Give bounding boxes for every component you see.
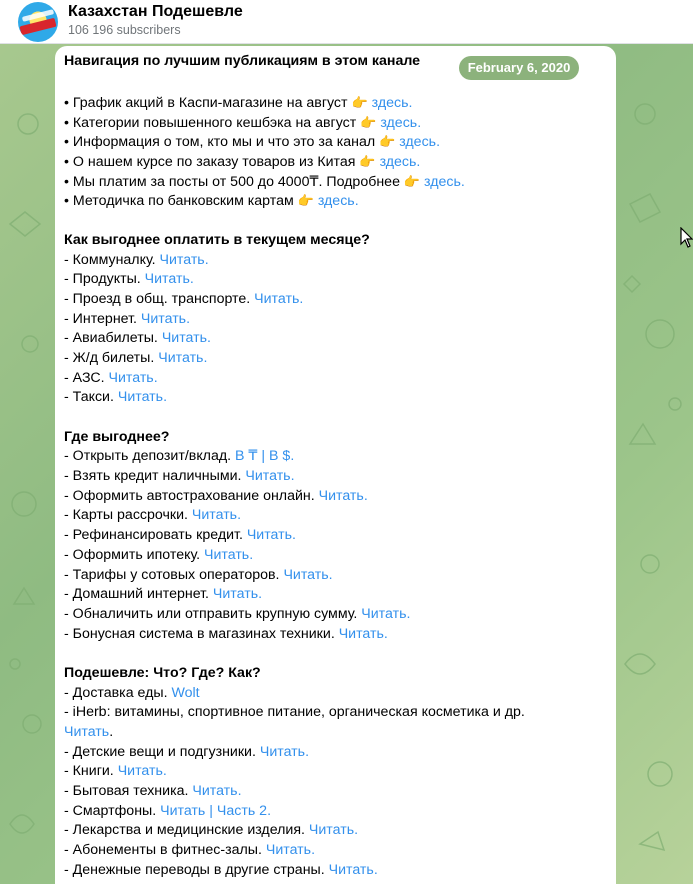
deposit-tenge-link[interactable]: В ₸ (235, 448, 258, 465)
list-item (64, 93, 607, 113)
item-tail: . (153, 369, 158, 386)
item-tail: . (436, 134, 441, 151)
here-link[interactable]: здесь (380, 114, 418, 131)
item-text: - Обналичить или отправить крупную сумму. (64, 605, 362, 622)
list-item (64, 349, 607, 369)
item-tail: . (258, 586, 263, 603)
read-link[interactable]: Читать (246, 527, 293, 544)
pointing-right-icon: 👉 (360, 114, 377, 130)
channel-header (0, 0, 693, 44)
channel-avatar[interactable] (18, 2, 58, 42)
list-item (64, 506, 607, 526)
item-tail: . (290, 468, 295, 485)
pointing-right-icon: 👉 (403, 173, 421, 189)
read-link[interactable]: Читать (308, 822, 355, 839)
list-item (64, 310, 607, 330)
item-tail: . (189, 271, 194, 288)
item-tail: . (363, 487, 368, 504)
item-tail: . (204, 251, 209, 268)
pointing-right-icon: 👉 (359, 154, 376, 170)
item-tail: . (406, 605, 411, 622)
message-title: Навигация по лучшим публикациям в этом канале (64, 53, 421, 69)
item-text: - Карты рассрочки. (64, 507, 192, 524)
list-item (64, 369, 607, 389)
item-tail: . (299, 290, 304, 307)
list-item (64, 487, 607, 507)
read-link[interactable]: Читать (318, 487, 364, 504)
item-tail: . (249, 546, 254, 563)
list-item (64, 821, 607, 841)
here-link[interactable]: здесь (317, 193, 355, 210)
item-text: - Авиабилеты. (64, 330, 162, 347)
item-text: • График акций в Каспи-магазине на август (64, 95, 352, 111)
list-item (64, 762, 607, 782)
list-item (64, 251, 607, 271)
item-tail: . (408, 95, 413, 111)
item-tail: . (328, 566, 333, 583)
read-link[interactable]: Читать (204, 546, 250, 563)
list-item (64, 113, 607, 133)
pointing-right-icon: 👉 (351, 95, 368, 110)
date-badge: February 6, 2020 (459, 56, 579, 80)
deposit-dollar-link[interactable]: В $ (269, 448, 291, 465)
channel-title[interactable]: Казахстан Подешевле (68, 3, 243, 20)
item-text: • Методичка по банковским картам (64, 193, 298, 210)
item-tail: . (237, 507, 242, 524)
heading-cheaper-rest: : Что? Где? Как? (144, 664, 261, 681)
list-item (64, 841, 607, 861)
read-link[interactable]: Читать (144, 271, 190, 288)
iherb-read-link[interactable]: Читать (64, 724, 110, 740)
item-text: - Бонусная система в магазинах техники. (64, 625, 339, 642)
item-tail: . (162, 763, 167, 780)
list-item (64, 605, 607, 625)
item-text: - Доставка еды. (64, 684, 172, 701)
item-text: - Детские вещи и подгузники. (64, 743, 260, 760)
read-link[interactable]: Читать (283, 566, 329, 583)
phones-read-link[interactable]: Читать (160, 802, 206, 819)
list-item (64, 585, 607, 605)
list-item (64, 566, 607, 586)
item-text: - Такси. (64, 389, 118, 406)
read-link[interactable]: Читать (328, 861, 374, 878)
item-text: • Информация о том, кто мы и что это за канал (64, 134, 380, 151)
pointing-right-icon: 👉 (379, 134, 396, 150)
list-item (64, 270, 607, 290)
list-item (64, 132, 607, 152)
read-link[interactable]: Читать (259, 743, 306, 760)
phones-part2-link[interactable]: Часть 2 (216, 802, 268, 819)
list-item (64, 467, 607, 487)
list-item-deposit (64, 447, 607, 467)
item-text: • Мы платим за посты от 500 до 4000₸. Подробнее (64, 173, 404, 190)
item-tail: . (417, 114, 422, 131)
item-tail: . (354, 193, 359, 210)
read-link[interactable]: Читать (254, 290, 300, 307)
item-tail: . (207, 330, 211, 347)
pointing-right-icon: 👉 (297, 193, 314, 209)
item-text: • О нашем курсе по заказу товаров из Китая (64, 154, 360, 171)
item-text: - Денежные переводы в другие страны. (64, 861, 329, 878)
list-item (64, 526, 607, 546)
pay-list (64, 251, 607, 409)
item-tail: . (109, 724, 114, 740)
here-link[interactable]: здесь (379, 154, 417, 171)
item-text: - Оформить автострахование онлайн. (64, 487, 319, 504)
item-text: - Продукты. (64, 271, 145, 288)
item-tail: . (460, 173, 465, 190)
item-tail: . (354, 822, 359, 839)
mouse-cursor-icon (680, 227, 693, 249)
item-text: - Коммуналку. (64, 251, 160, 268)
item-text: • Категории повышенного кешбэка на август (64, 114, 361, 131)
item-tail: . (290, 448, 295, 465)
item-text: - Лекарства и медицинские изделия. (64, 822, 309, 839)
wolt-link[interactable]: Wolt (171, 684, 200, 701)
list-item-iherb-cont (64, 723, 607, 743)
item-text: - Открыть депозит/вклад. (64, 448, 236, 465)
list-item (64, 290, 607, 310)
subscriber-count: 106 196 subscribers (68, 23, 181, 37)
list-item (64, 861, 607, 881)
section-heading-where: Где выгоднее? (64, 428, 170, 445)
where-list (64, 467, 607, 644)
read-link[interactable]: Читать (212, 586, 259, 603)
item-text: - Книги. (64, 763, 118, 780)
list-item (64, 546, 607, 566)
item-text: - Бытовая техника. (64, 783, 193, 800)
item-text: - Тарифы у сотовых операторов. (64, 566, 284, 583)
cheaper-list-b (64, 821, 607, 880)
read-link[interactable]: Читать (158, 349, 204, 366)
item-tail: . (311, 842, 316, 859)
item-text: - Оформить ипотеку. (64, 546, 205, 563)
read-link[interactable]: Читать (245, 468, 291, 485)
read-link[interactable]: Читать (140, 310, 187, 327)
item-text: - Интернет. (64, 310, 141, 327)
item-tail: . (267, 802, 272, 819)
item-text: - iHerb: витамины, спортивное питание, органическая косметика и др. (64, 704, 525, 721)
list-item (64, 782, 607, 802)
list-item (64, 191, 607, 211)
item-tail: . (305, 743, 310, 760)
here-link[interactable]: здесь (424, 173, 461, 190)
message-bubble (55, 46, 616, 884)
item-tail: . (186, 310, 191, 327)
navigation-list (64, 93, 607, 211)
list-item (64, 743, 607, 763)
item-text: - Взять кредит наличными. (64, 468, 246, 485)
list-item-phones (64, 802, 607, 822)
read-link[interactable]: Читать (361, 605, 407, 622)
separator: | (257, 448, 270, 465)
read-link[interactable]: Читать (159, 251, 205, 268)
read-link[interactable]: Читать (191, 507, 238, 524)
read-link[interactable]: Читать (161, 330, 208, 347)
read-link[interactable]: Читать (117, 389, 164, 406)
read-link[interactable]: Читать (108, 369, 154, 386)
here-link[interactable]: здесь (371, 95, 409, 111)
list-item (64, 172, 607, 192)
item-text: - АЗС. (64, 369, 109, 386)
item-tail: . (237, 783, 242, 800)
section-heading-cheaper (64, 664, 607, 684)
section-heading-pay: Как выгоднее оплатить в текущем месяце? (64, 231, 370, 248)
item-tail: . (416, 154, 421, 171)
read-link[interactable]: Читать (117, 763, 163, 780)
item-tail: . (383, 625, 388, 642)
here-link[interactable]: здесь (399, 134, 437, 151)
item-tail: . (292, 527, 296, 544)
item-text: - Абонементы в фитнес-залы. (64, 842, 266, 859)
item-text: - Смартфоны. (64, 802, 161, 819)
item-tail: . (373, 861, 378, 878)
item-text: - Ж/д билеты. (64, 349, 159, 366)
read-link[interactable]: Читать (192, 783, 238, 800)
item-text: - Рефинансировать кредит. (64, 527, 247, 544)
list-item-iherb (64, 703, 607, 723)
list-item (64, 152, 607, 172)
item-tail: . (203, 349, 208, 366)
list-item (64, 329, 607, 349)
heading-cheaper-bold: Подешевле (64, 664, 145, 681)
separator: | (205, 802, 217, 819)
read-link[interactable]: Читать (265, 842, 312, 859)
list-item (64, 625, 607, 645)
list-item (64, 388, 607, 408)
item-text: - Проезд в общ. транспорте. (64, 290, 255, 307)
cheaper-list-a (64, 743, 607, 802)
item-text: - Домашний интернет. (64, 586, 213, 603)
list-item-food (64, 684, 607, 704)
read-link[interactable]: Читать (338, 625, 384, 642)
item-tail: . (163, 389, 168, 406)
